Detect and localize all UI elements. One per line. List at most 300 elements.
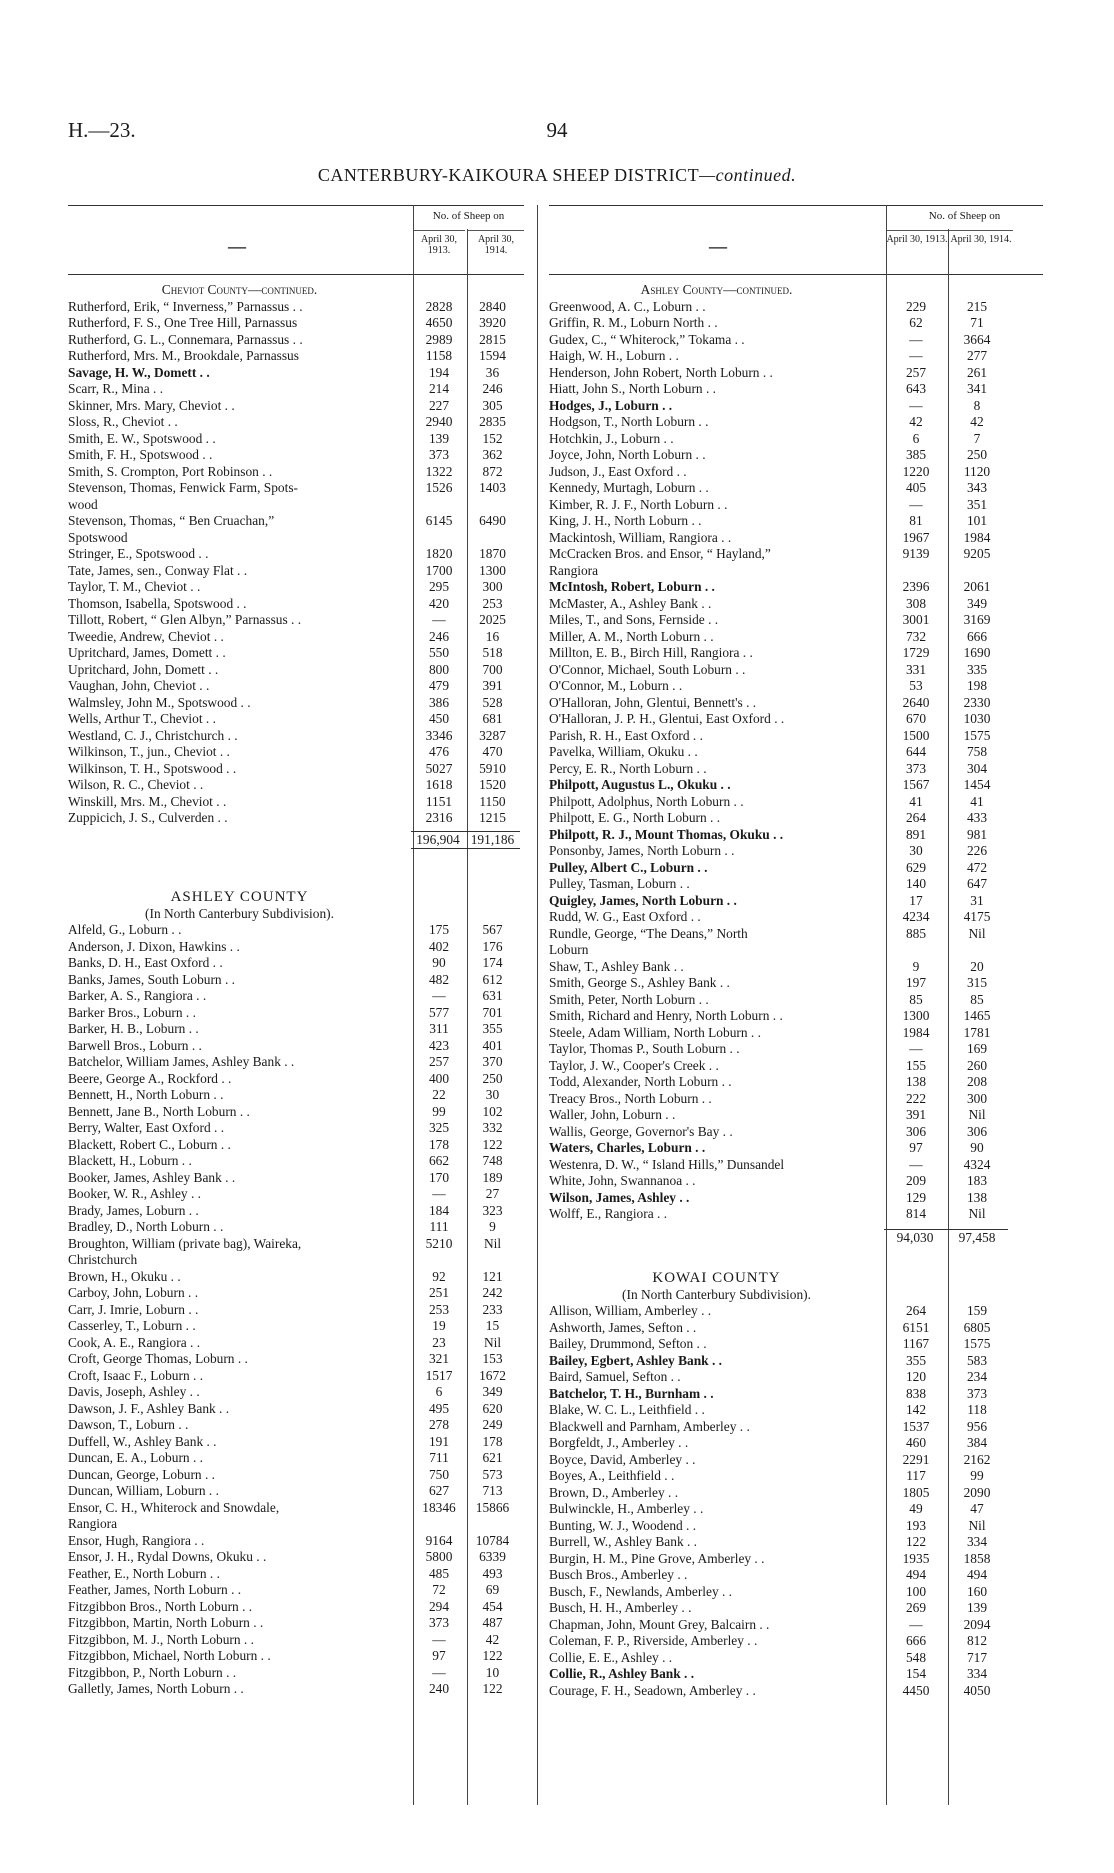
sheep-1913: 373: [428, 1615, 450, 1630]
sheep-1913: 197: [905, 975, 927, 990]
sheep-1913: —: [909, 397, 923, 413]
table-row: [68, 922, 524, 939]
owner-name: Brown, H., Okuku . .: [68, 1268, 181, 1284]
owner-name: Batchelor, T. H., Burnham . .: [549, 1385, 714, 1401]
sheep-1914: 384: [966, 1435, 988, 1450]
table-row: [549, 1402, 1043, 1419]
owner-name: Steele, Adam William, North Loburn . .: [549, 1024, 761, 1040]
table-row: [68, 365, 524, 382]
table-row: [68, 497, 524, 514]
sheep-1914: 102: [482, 1103, 503, 1119]
owner-name: Duffell, W., Ashley Bank . .: [68, 1433, 217, 1449]
sheep-1913: 30: [909, 843, 923, 858]
sheep-1913: 9164: [425, 1532, 453, 1548]
table-row: [549, 530, 1043, 547]
sheep-1913: 4450: [902, 1682, 930, 1698]
sheep-1913: 222: [905, 1090, 927, 1106]
sheep-1914: 250: [966, 447, 988, 462]
sheep-1914: Nil: [968, 1206, 986, 1221]
owner-name: Smith, Richard and Henry, North Loburn . .: [549, 1008, 783, 1023]
table-row: [549, 909, 1043, 926]
sheep-1913: 1618: [425, 777, 453, 792]
table-row: [68, 1450, 524, 1467]
sheep-1913: 6145: [425, 513, 453, 528]
sheep-1913: 1537: [902, 1418, 930, 1434]
sheep-1914: 174: [482, 955, 503, 970]
owner-name: Taylor, Thomas P., South Loburn . .: [549, 1041, 740, 1056]
sheep-1913: 246: [428, 628, 450, 644]
table-row: [549, 1650, 1043, 1667]
owner-name: Fitzgibbon, Martin, North Loburn . .: [68, 1615, 264, 1630]
owner-name: Feather, E., North Loburn . .: [68, 1565, 220, 1581]
owner-name: Parish, R. H., East Oxford . .: [549, 727, 703, 743]
sheep-1914: 335: [966, 661, 988, 677]
sheep-1914: 2835: [479, 414, 506, 429]
owner-name: Barwell Bros., Loburn . .: [68, 1037, 202, 1053]
owner-name: Miller, A. M., North Loburn . .: [549, 628, 714, 644]
sheep-1914: 1781: [963, 1024, 991, 1040]
sheep-1914: 2061: [963, 579, 991, 594]
sheep-1913: 1567: [902, 777, 930, 792]
table-row: [68, 1632, 524, 1649]
table-row: [549, 777, 1043, 794]
owner-name: McMaster, A., Ashley Bank . .: [549, 595, 712, 611]
sheep-1913: 1967: [902, 529, 930, 545]
sheep-1913: 184: [428, 1202, 450, 1218]
sheep-1914: 8: [973, 397, 981, 413]
table-row: [68, 1549, 524, 1566]
sheep-1913: 214: [428, 381, 450, 396]
sheep-1914: 981: [966, 826, 988, 842]
owner-name: Batchelor, William James, Ashley Bank . .: [68, 1054, 295, 1069]
owner-name: Zuppicich, J. S., Culverden . .: [68, 810, 228, 825]
table-row: [68, 513, 524, 530]
sheep-1913: 85: [909, 991, 923, 1007]
owner-name: Berry, Walter, East Oxford . .: [68, 1120, 225, 1135]
table-row: [549, 1336, 1043, 1353]
sheep-1913: 257: [905, 364, 927, 380]
table-row: [68, 1318, 524, 1335]
sheep-1913: 9: [912, 958, 920, 974]
owner-name: Duncan, William, Loburn . .: [68, 1483, 219, 1498]
sheep-1913: 140: [905, 876, 927, 891]
sheep-1913: 495: [428, 1400, 450, 1416]
owner-name: Ashworth, James, Sefton . .: [549, 1319, 697, 1335]
sheep-1914: 306: [966, 1123, 988, 1139]
table-row: [68, 1153, 524, 1170]
owner-name: Thomson, Isabella, Spotswood . .: [68, 595, 247, 611]
section-heading-ashley-continued: Ashley County—continued.: [640, 282, 793, 297]
page-number: 94: [546, 118, 568, 142]
sheep-1913: 2291: [902, 1451, 930, 1467]
table-row: [68, 1285, 524, 1302]
sheep-1913: 800: [428, 661, 450, 677]
sheep-1913: 666: [905, 1633, 927, 1648]
owner-name: McCracken Bros. and Ensor, “ Hayland,”: [549, 546, 771, 561]
section-heading-cheviot: Cheviot County—continued.: [161, 282, 318, 297]
owner-name: Busch, F., Newlands, Amberley . .: [549, 1583, 733, 1599]
table-row: [549, 299, 1043, 316]
table-row: [549, 1058, 1043, 1075]
table-row: [68, 1615, 524, 1632]
table-row: [549, 497, 1043, 514]
table-row: [68, 728, 524, 745]
sheep-1914: 90: [970, 1140, 984, 1155]
sheep-1914: 470: [482, 744, 503, 759]
sheep-1913: 577: [428, 1004, 450, 1020]
sheep-1914: 1672: [479, 1367, 506, 1383]
table-row: [549, 365, 1043, 382]
sheep-1914: 178: [482, 1433, 503, 1449]
table-row: [549, 381, 1043, 398]
owner-name: Alfeld, G., Loburn . .: [68, 922, 182, 937]
owner-name: Treacy Bros., North Loburn . .: [549, 1090, 712, 1106]
sheep-1913: 41: [909, 793, 923, 809]
sheep-1913: 331: [905, 661, 927, 677]
table-row: [549, 1124, 1043, 1141]
table-row: [68, 1252, 524, 1269]
sheep-1914: 85: [970, 991, 984, 1007]
table-row: [68, 1302, 524, 1319]
sheep-1914: 1520: [479, 777, 506, 792]
sheep-1914: 226: [966, 843, 988, 858]
total-1914: 97,458: [946, 1229, 1008, 1247]
owner-name: Brown, D., Amberley . .: [549, 1484, 679, 1500]
sheep-count-heading: No. of Sheep on: [432, 210, 505, 222]
owner-name: Busch Bros., Amberley . .: [549, 1567, 688, 1582]
table-row: [549, 513, 1043, 530]
sheep-1913: 264: [905, 1303, 927, 1318]
table-row: [68, 744, 524, 761]
sheep-1914: 332: [482, 1120, 503, 1135]
owner-name: Percy, E. R., North Loburn . .: [549, 760, 707, 776]
owner-name: Walmsley, John M., Spotswood . .: [68, 694, 251, 710]
sheep-1913: 355: [905, 1352, 927, 1368]
title-continued: —continued.: [699, 165, 797, 185]
table-row: [549, 1435, 1043, 1452]
table-row: [549, 1518, 1043, 1535]
sheep-1913: 2316: [425, 810, 453, 825]
sheep-1913: 1220: [902, 463, 930, 479]
table-row: [549, 414, 1043, 431]
sheep-1914: 277: [966, 348, 988, 363]
sheep-1913: 885: [905, 925, 927, 941]
sheep-1914: 956: [966, 1418, 988, 1434]
table-row: [68, 1203, 524, 1220]
section-heading-ashley: ASHLEY COUNTY: [170, 889, 309, 905]
sheep-1913: 385: [905, 447, 927, 462]
column-rule: [537, 205, 538, 1805]
table-row: [68, 332, 524, 349]
sheep-1913: 229: [905, 298, 927, 314]
sheep-1913: —: [432, 1631, 446, 1647]
sheep-1914: 4175: [963, 909, 991, 924]
sheep-1914: 261: [966, 364, 988, 380]
owner-name: Casserley, T., Loburn . .: [68, 1318, 196, 1333]
sheep-1914: 872: [482, 463, 503, 479]
sheep-1913: 2940: [425, 414, 453, 429]
sheep-1913: 373: [905, 760, 927, 776]
table-row: [549, 744, 1043, 761]
table-row: [68, 810, 524, 827]
sheep-1914: 3169: [963, 612, 991, 627]
sheep-1913: 154: [905, 1666, 927, 1681]
owner-name: Joyce, John, North Loburn . .: [549, 447, 706, 462]
sheep-1914: 5910: [479, 760, 506, 776]
owner-name: Cook, A. E., Rangiora . .: [68, 1334, 201, 1350]
table-row: [68, 1054, 524, 1071]
owner-name: Courage, F. H., Seadown, Amberley . .: [549, 1682, 756, 1698]
table-row: [68, 1566, 524, 1583]
owner-name: Stringer, E., Spotswood . .: [68, 546, 209, 561]
sheep-1914: 101: [966, 513, 988, 528]
sheep-1913: 814: [905, 1206, 927, 1221]
sheep-1913: 3001: [902, 612, 930, 627]
page-title: [0, 165, 1114, 186]
table-row: [68, 1236, 524, 1253]
owner-name: Busch, H. H., Amberley . .: [549, 1600, 692, 1615]
sheep-1913: 400: [428, 1070, 450, 1086]
sheep-1914: 160: [966, 1583, 988, 1599]
left-column: [68, 205, 524, 1805]
sheep-1914: 69: [485, 1582, 500, 1597]
sheep-1913: 6151: [902, 1319, 930, 1335]
sheep-1914: 620: [482, 1400, 503, 1416]
table-row: [68, 1269, 524, 1286]
table-row: [68, 711, 524, 728]
title-main: CANTERBURY-KAIKOURA SHEEP DISTRICT: [317, 165, 700, 185]
table-row: [549, 1303, 1043, 1320]
sheep-1913: 100: [905, 1583, 927, 1599]
sheep-1913: 373: [428, 447, 450, 462]
sheep-1913: 325: [428, 1120, 450, 1135]
section-heading-kowai: KOWAI COUNTY: [652, 1270, 781, 1286]
sheep-1913: 194: [428, 364, 450, 380]
table-row: [68, 1467, 524, 1484]
cheviot-list: [68, 299, 524, 827]
sheep-1914: 1984: [963, 529, 991, 545]
owner-name: Smith, E. W., Spotswood . .: [68, 430, 216, 446]
table-row: [68, 1351, 524, 1368]
owner-name: Fitzgibbon Bros., North Loburn . .: [68, 1598, 253, 1614]
sheep-1913: 264: [905, 810, 927, 825]
owner-name: Rundle, George, “The Deans,” North: [549, 925, 748, 941]
sheep-1914: 370: [482, 1054, 503, 1069]
sheep-1914: 249: [482, 1417, 503, 1432]
sheep-1913: 2396: [902, 579, 930, 594]
sheep-1913: 1700: [425, 562, 453, 578]
sheep-1913: 460: [905, 1435, 927, 1450]
owner-name: Wells, Arthur T., Cheviot . .: [68, 711, 216, 726]
table-row: [68, 1186, 524, 1203]
table-row: [68, 1071, 524, 1088]
sheep-1914: 2162: [963, 1451, 991, 1467]
sheep-1913: 1805: [902, 1484, 930, 1500]
sheep-1914: 234: [966, 1369, 988, 1384]
owner-name: Griffin, R. M., Loburn North . .: [549, 315, 718, 330]
table-row: [68, 381, 524, 398]
sheep-1913: —: [432, 1664, 446, 1680]
table-row: [549, 596, 1043, 613]
kowai-list: [549, 1303, 1043, 1699]
table-row: [549, 546, 1043, 563]
sheep-1913: —: [432, 612, 446, 627]
table-row: [68, 1599, 524, 1616]
sheep-1913: 92: [432, 1268, 446, 1284]
sheep-1914: 1690: [963, 645, 991, 660]
sheep-1913: 750: [428, 1466, 450, 1482]
table-row: [549, 1008, 1043, 1025]
sheep-1913: 117: [906, 1468, 926, 1483]
sheep-1914: Nil: [968, 1517, 986, 1533]
owner-name: Hodgson, T., North Loburn . .: [549, 414, 709, 429]
table-row: [549, 1386, 1043, 1403]
table-row: [68, 1483, 524, 1500]
table-row: [68, 480, 524, 497]
owner-name: Quigley, James, North Loburn . .: [549, 892, 737, 908]
owner-name: Blackett, H., Loburn . .: [68, 1153, 192, 1168]
sheep-1914: 99: [970, 1468, 984, 1483]
sheep-1914: 6805: [963, 1319, 991, 1335]
table-row: [549, 1173, 1043, 1190]
sheep-1913: 5027: [425, 760, 453, 776]
sheep-1914: 30: [485, 1087, 500, 1102]
sheep-1913: 838: [905, 1385, 927, 1401]
sheep-1914: 305: [482, 397, 503, 413]
table-row: [549, 563, 1043, 580]
sheep-1913: 662: [428, 1153, 450, 1168]
table-row: [68, 1500, 524, 1517]
owner-name: Taylor, J. W., Cooper's Creek . .: [549, 1057, 719, 1073]
sheep-1913: 311: [429, 1021, 449, 1036]
sheep-1914: 631: [482, 988, 503, 1003]
sheep-1913: 711: [429, 1450, 449, 1465]
sheep-1914: 198: [966, 678, 988, 693]
table-row: [68, 1368, 524, 1385]
sheep-1913: 129: [905, 1189, 927, 1205]
sheep-1914: 701: [482, 1004, 503, 1020]
table-row: [549, 959, 1043, 976]
owner-name: Broughton, William (private bag), Waireka,: [68, 1235, 302, 1251]
sheep-1914: 2815: [479, 331, 506, 347]
sheep-1913: 120: [905, 1369, 927, 1384]
table-row: [549, 315, 1043, 332]
table-row: [68, 596, 524, 613]
owner-name: Wilkinson, T. H., Spotswood . .: [68, 760, 237, 776]
table-row: [549, 1157, 1043, 1174]
owner-name: Ensor, C. H., Whiterock and Snowdale,: [68, 1499, 280, 1515]
owner-name: Scarr, R., Mina . .: [68, 381, 164, 396]
sheep-1913: 97: [432, 1648, 446, 1663]
sheep-1913: 72: [432, 1582, 446, 1597]
owner-name: Smith, S. Crompton, Port Robinson . .: [68, 463, 273, 479]
owner-name: Gudex, C., “ Whiterock,” Tokama . .: [549, 331, 745, 347]
owner-name: Barker Bros., Loburn . .: [68, 1004, 196, 1020]
cheviot-total-row: [68, 831, 524, 850]
sheep-1914: 1870: [479, 546, 506, 561]
owner-name: Stevenson, Thomas, Fenwick Farm, Spots-: [68, 480, 298, 495]
sheep-1914: 401: [482, 1037, 503, 1053]
sheep-1913: —: [909, 496, 923, 512]
sheep-1914: 391: [482, 678, 503, 693]
table-row: [549, 728, 1043, 745]
sheep-1913: 402: [428, 938, 450, 954]
sheep-1913: 295: [428, 579, 450, 594]
sheep-1914: 215: [966, 298, 988, 314]
table-row: [549, 843, 1043, 860]
owner-name: Croft, George Thomas, Loburn . .: [68, 1351, 248, 1366]
sheep-1913: 629: [905, 859, 927, 875]
sheep-1914: 300: [966, 1090, 988, 1106]
owner-name: Boyce, David, Amberley . .: [549, 1451, 696, 1467]
owner-name: Ponsonby, James, North Loburn . .: [549, 843, 735, 858]
sheep-1914: 183: [966, 1173, 988, 1188]
owner-name: Ensor, J. H., Rydal Downs, Okuku . .: [68, 1549, 267, 1564]
owner-name: Borgfeldt, J., Amberley . .: [549, 1435, 689, 1450]
sheep-1913: 1984: [902, 1024, 930, 1040]
table-row: [68, 695, 524, 712]
left-column-body: [68, 282, 524, 1698]
table-row: [549, 332, 1043, 349]
table-row: [549, 926, 1043, 943]
owner-name: Rutherford, G. L., Connemara, Parnassus . .: [68, 331, 303, 347]
sheep-1913: 49: [909, 1501, 923, 1516]
section-subheading-kowai: (In North Canterbury Subdivision).: [622, 1287, 811, 1302]
sheep-1913: 1729: [902, 645, 930, 660]
sheep-1913: 670: [905, 711, 927, 726]
sheep-1914: 567: [482, 922, 503, 937]
sheep-1913: 99: [432, 1103, 446, 1119]
sheep-1913: —: [432, 1186, 446, 1201]
sheep-1913: 2640: [902, 694, 930, 710]
sheep-1913: 9139: [902, 546, 930, 561]
sheep-1914: 4050: [963, 1682, 991, 1698]
sheep-1914: 681: [482, 711, 503, 726]
table-row: [68, 1104, 524, 1121]
sheep-1913: 81: [909, 513, 923, 528]
table-row: [68, 315, 524, 332]
table-row: [68, 1648, 524, 1665]
owner-name: Hodges, J., Loburn . .: [549, 397, 673, 413]
owner-name: Coleman, F. P., Riverside, Amberley . .: [549, 1633, 758, 1648]
owner-name: Bennett, Jane B., North Loburn . .: [68, 1103, 250, 1119]
owner-name: Burrell, W., Ashley Bank . .: [549, 1534, 698, 1549]
sheep-1914: 41: [970, 793, 984, 809]
owner-name: Upritchard, John, Domett . .: [68, 661, 219, 677]
table-row: [68, 972, 524, 989]
table-row: [68, 794, 524, 811]
table-row: [549, 860, 1043, 877]
sheep-1913: 23: [432, 1334, 446, 1350]
owner-name: Tweedie, Andrew, Cheviot . .: [68, 628, 224, 644]
table-row: [68, 777, 524, 794]
sheep-1913: 643: [905, 381, 927, 396]
table-row: [549, 662, 1043, 679]
table-row: [68, 1665, 524, 1682]
sheep-1913: 240: [428, 1681, 450, 1696]
sheep-1914: 246: [482, 381, 503, 396]
sheep-1914: 300: [482, 579, 503, 594]
table-row: [549, 579, 1043, 596]
table-row: [68, 1120, 524, 1137]
owner-name: Tillott, Robert, “ Glen Albyn,” Parnassus . .: [68, 612, 302, 627]
sheep-1914: 169: [966, 1041, 988, 1056]
table-row: [68, 1038, 524, 1055]
owner-name: Blake, W. C. L., Leithfield . .: [549, 1402, 705, 1417]
table-row: [549, 1369, 1043, 1386]
sheep-1914: 4324: [963, 1156, 991, 1172]
owner-name: Skinner, Mrs. Mary, Cheviot . .: [68, 397, 235, 413]
